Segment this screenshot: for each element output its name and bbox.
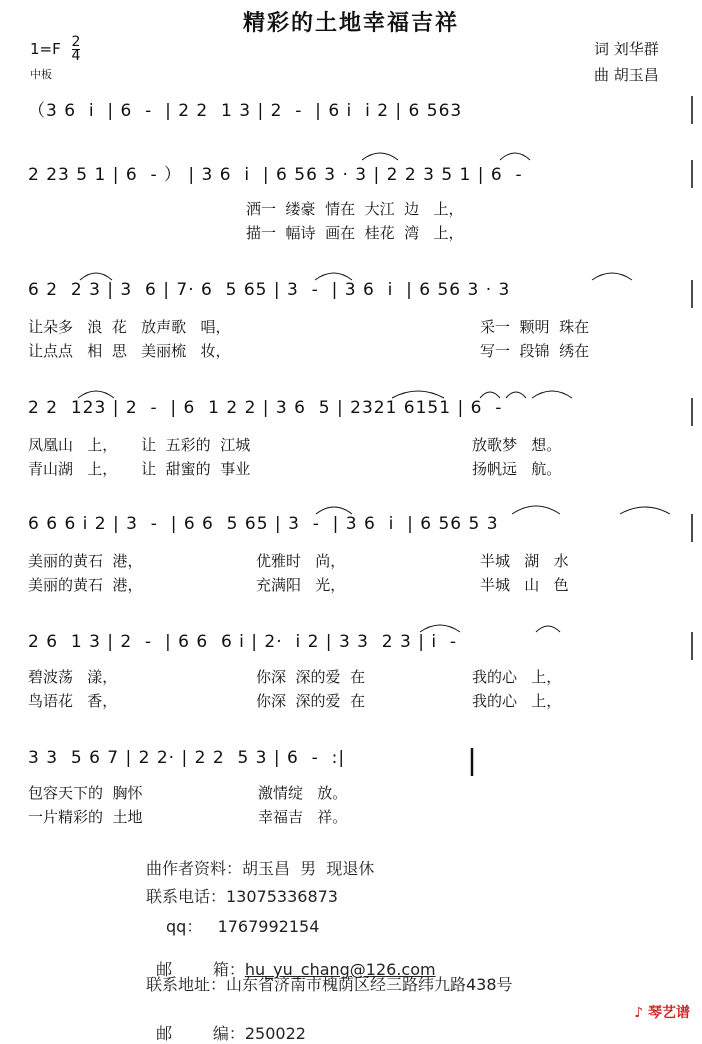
time-signature xyxy=(72,36,81,63)
postcode-value: 250022 xyxy=(244,1024,306,1043)
lyric-text: 优雅时 尚， xyxy=(256,552,346,570)
slur xyxy=(536,626,560,632)
jianpu-line: 2 6 1 3 | 2 - | 6 6 6 i | 2· i 2 | 3 3 2 3 | i - xyxy=(28,632,458,652)
author-postcode-row xyxy=(146,1002,306,1044)
lyric-text: 一片精彩的 土地 xyxy=(28,808,143,826)
jianpu-line: 6 2 2 3 | 3 6 | 7· 6 5 65 | 3 - | 3 6 i | 6 56 3 · 3 xyxy=(28,280,511,300)
lyric-text: 青山湖 上， 让 甜蜜的 事业 xyxy=(28,460,251,478)
slur xyxy=(392,391,444,398)
slur xyxy=(592,273,632,280)
lyric-text: 描一 幅诗 画在 桂花 湾 上， xyxy=(246,224,464,242)
lyric-text: 你深 深的爱 在 xyxy=(256,668,366,686)
lyric-text: 让点点 相 思 美丽梳 妆， xyxy=(28,342,231,360)
lyric-text: 美丽的黄石 港， xyxy=(28,552,143,570)
lyric-text: 采一 颗明 珠在 xyxy=(480,318,590,336)
lyric-text: 凤凰山 上， 让 五彩的 江城 xyxy=(28,436,251,454)
lyric-text: 我的心 上， xyxy=(472,668,562,686)
watermark-logo xyxy=(634,1002,690,1022)
song-title: 精彩的土地幸福吉祥 xyxy=(242,11,459,36)
author-address: 联系地址：山东省济南市槐荫区经三路纬九路438号 xyxy=(146,975,513,994)
lyric-text: 包容天下的 胸怀 xyxy=(28,784,143,802)
slur xyxy=(506,392,526,398)
lyric-text: 让朵多 浪 花 放声歌 唱， xyxy=(28,318,231,336)
slur xyxy=(512,506,560,514)
jianpu-line: 6 6 6 i 2 | 3 - | 6 6 5 65 | 3 - | 3 6 i | 6 56 5 3 xyxy=(28,514,499,534)
lyric-text: 我的心 上， xyxy=(472,692,562,710)
watermark-icon: ♪ xyxy=(634,1005,644,1021)
slur xyxy=(420,625,460,632)
slur xyxy=(532,391,572,398)
lyric-text: 鸟语花 香， xyxy=(28,692,118,710)
lyric-text: 扬帆远 航。 xyxy=(472,460,562,478)
lyric-text: 半城 山 色 xyxy=(480,576,569,594)
postcode-label: 邮 编： xyxy=(156,1024,245,1043)
lyric-text: 洒一 缕豪 情在 大江 边 上， xyxy=(246,200,464,218)
lyric-text: 充满阳 光， xyxy=(256,576,346,594)
email-label: 邮 箱： xyxy=(156,960,245,979)
slur xyxy=(80,273,112,280)
lyric-text: 放歌梦 想。 xyxy=(472,436,562,454)
jianpu-line: 2 2 123 | 2 - | 6 1 2 2 | 3 6 5 | 2321 6151 | 6 - xyxy=(28,398,503,418)
slur xyxy=(620,507,670,514)
lyric-text: 碧波荡 漾， xyxy=(28,668,118,686)
jianpu-line: 3 3 5 6 7 | 2 2· | 2 2 5 3 | 6 - :| xyxy=(28,748,346,768)
watermark-text: 琴艺谱 xyxy=(648,1005,690,1021)
email-link[interactable]: hu_yu_chang@126.com xyxy=(244,960,436,979)
jianpu-line: 2 23 5 1 | 6 - ） | 3 6 i | 6 56 3 · 3 | 2 2 3 5 1 | 6 - xyxy=(28,165,523,185)
key-label: 1=F xyxy=(30,40,61,58)
slur xyxy=(78,391,114,398)
composer-credit: 曲 胡玉昌 xyxy=(594,66,659,84)
jianpu-line: （3 6 i | 6 - | 2 2 1 3 | 2 - | 6 i i 2 | 6 563 xyxy=(28,101,463,121)
author-profile: 曲作者资料：胡玉昌 男 现退休 xyxy=(146,859,375,878)
slur xyxy=(316,507,352,514)
lyric-text: 半城 湖 水 xyxy=(480,552,569,570)
slur xyxy=(500,153,530,160)
slur xyxy=(315,273,352,280)
lyricist-credit: 词 刘华群 xyxy=(594,40,659,58)
lyric-text: 幸福吉 祥。 xyxy=(258,808,348,826)
lyric-text: 写一 段锦 绣在 xyxy=(480,342,590,360)
author-qq: qq： 1767992154 xyxy=(166,917,320,936)
time-top: 2 xyxy=(71,34,81,50)
lyric-text: 美丽的黄石 港， xyxy=(28,576,143,594)
key-signature xyxy=(30,36,80,63)
author-phone: 联系电话：13075336873 xyxy=(146,887,338,906)
lyric-text: 你深 深的爱 在 xyxy=(256,692,366,710)
time-bottom: 4 xyxy=(71,48,81,64)
tempo-marking: 中板 xyxy=(30,68,52,81)
lyric-text: 激情绽 放。 xyxy=(258,784,348,802)
slur xyxy=(362,153,398,160)
